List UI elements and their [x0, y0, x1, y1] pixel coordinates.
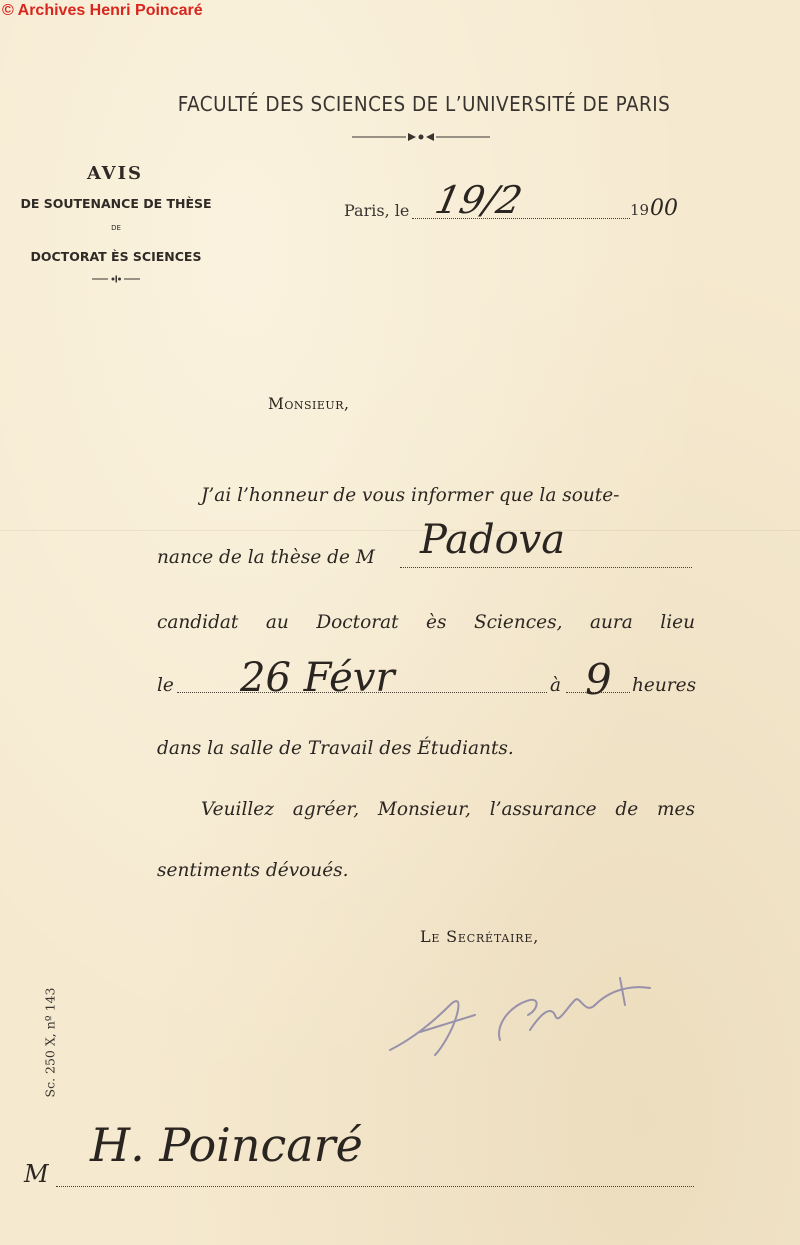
handwritten-hour: 9 [585, 655, 612, 704]
salutation: Monsieur, [268, 395, 350, 413]
faculty-heading: FACULTÉ DES SCIENCES DE L’UNIVERSITÉ DE PARIS [177, 92, 671, 116]
candidate-dotted-line [400, 567, 692, 568]
date-prefix: Paris, le [344, 201, 410, 220]
closing-line-2: sentiments dévoués. [157, 860, 349, 881]
secretary-signature [380, 970, 670, 1070]
addressee-m-label: M [24, 1160, 49, 1188]
handwritten-year: 00 [650, 196, 678, 221]
heading-ornament [352, 130, 490, 144]
paragraph-line-1: J’ai l’honneur de vous informer que la soute- [201, 485, 620, 506]
closing-line-1: Veuillez agréer, Monsieur, l’assurance de mes [201, 799, 695, 820]
paragraph-line-2: nance de la thèse de M [157, 547, 375, 568]
avis-subtitle-1: DE SOUTENANCE DE THÈSE [20, 196, 212, 211]
secretary-label: Le Secrétaire, [420, 927, 540, 946]
avis-subtitle-2: DOCTORAT ÈS SCIENCES [30, 249, 202, 264]
paragraph-line-5: dans la salle de Travail des Étudiants. [157, 738, 514, 759]
le-label: le [157, 675, 174, 696]
heures-label: heures [632, 675, 697, 696]
handwritten-addressee: H. Poincaré [90, 1118, 363, 1172]
addressee-dotted-line [56, 1186, 694, 1187]
year-printed: 19 [630, 201, 650, 219]
avis-de: DE [111, 224, 121, 232]
form-reference: Sc. 250 X, nº 143 [42, 987, 58, 1098]
handwritten-candidate-name: Padova [420, 517, 566, 563]
handwritten-date: 19/2 [431, 178, 527, 222]
paper-fold [0, 530, 800, 531]
handwritten-defense-date: 26 Févr [240, 655, 395, 701]
a-label: à [550, 675, 562, 696]
avis-title: AVIS [86, 163, 144, 184]
copyright-watermark: © Archives Henri Poincaré [2, 2, 203, 19]
avis-ornament [92, 274, 140, 284]
paragraph-line-3: candidat au Doctorat ès Sciences, aura lieu [157, 612, 695, 633]
